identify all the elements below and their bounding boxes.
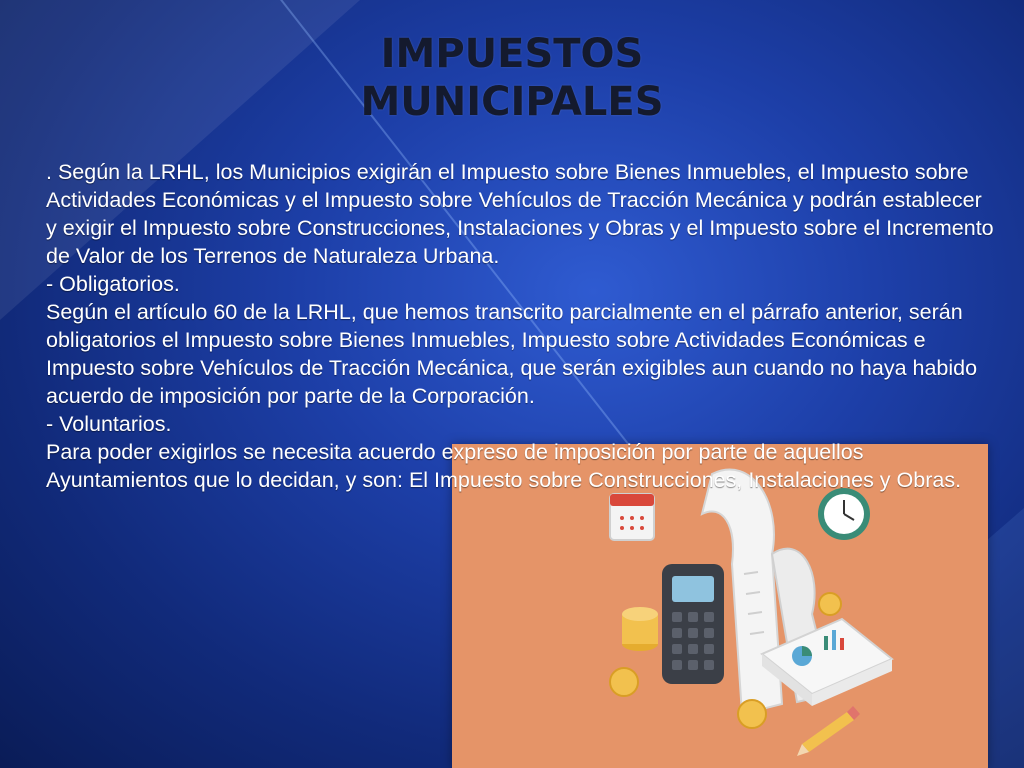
paragraph-voluntarios-detail: Para poder exigirlos se necesita acuerdo expreso de imposición por parte de aquellos Ayuntamientos que lo decidan, y son: El Impuesto sobre Construcciones, Instalaciones y Obras. — [46, 440, 962, 492]
calendar-icon — [610, 494, 654, 540]
paragraph-obligatorios-heading: - Obligatorios. — [46, 272, 180, 296]
paragraph-obligatorios-detail: Según el artículo 60 de la LRHL, que hemos transcrito parcialmente en el párrafo anterior, serán obligatorios el Impuesto sobre Bienes Inmuebles, Impuesto sobre Actividades Económicas e Impuesto sobre Vehículos de Tracción Mecánica, que serán exigibles aun cuando no haya habido acuerdo de imposición por parte de la Corporación. — [46, 300, 978, 408]
calculator-icon — [662, 564, 724, 684]
slide-title — [0, 30, 1024, 126]
slide-title-line-2: MUNICIPALES — [360, 79, 664, 125]
clock-icon — [818, 488, 870, 540]
slide-title-line-1: IMPUESTOS — [380, 31, 644, 77]
paragraph-intro: . Según la LRHL, los Municipios exigirán el Impuesto sobre Bienes Inmuebles, el Impuesto sobre Actividades Económicas y el Impuesto sobre Vehículos de Tracción Mecánica y podrán establecer y exigir el Impuesto sobre Construcciones, Instalaciones y Obras y el Impuesto sobre el Incremento de Valor de los Terrenos de Naturaleza Urbana. — [46, 160, 994, 268]
body-text — [46, 158, 996, 494]
pencil-icon — [797, 706, 860, 756]
paragraph-voluntarios-heading: - Voluntarios. — [46, 412, 172, 436]
